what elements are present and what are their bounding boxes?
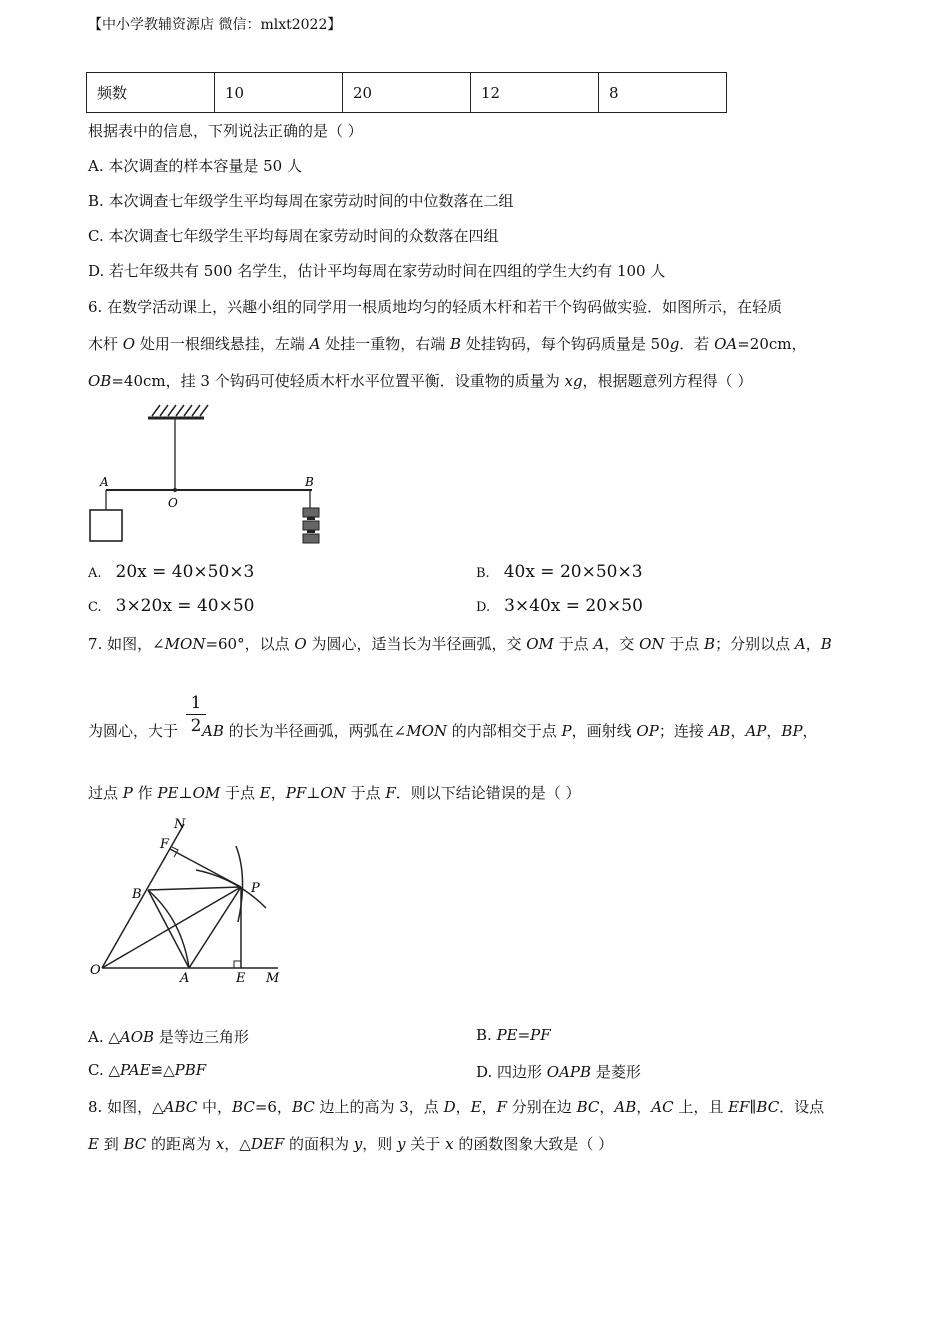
segment-ap: [189, 887, 241, 968]
right-angle-e: [234, 961, 241, 968]
table-cell: 8: [599, 73, 727, 113]
q7-line2: 为圆心，大于 AB 的长为半径画弧，两弧在∠MON 的内部相交于点 P，画射线 OP；连接 AB，AP，BP，: [88, 722, 818, 740]
label-p: P: [251, 881, 260, 896]
pivot-point: [173, 488, 177, 492]
table-cell: 频数: [87, 73, 215, 113]
fraction-denominator: 2: [190, 716, 202, 736]
q6-option-c: C. 3×20x = 40×50: [88, 596, 255, 616]
ray-on: [102, 824, 184, 968]
q5-option-c: C. 本次调查七年级学生平均每周在家劳动时间的众数落在四组: [88, 227, 499, 245]
label-o: O: [168, 496, 178, 510]
q7-option-a: A. △AOB 是等边三角形: [88, 1028, 249, 1046]
page-header: 【中小学教辅资源店 微信：mlxt2022】: [88, 17, 342, 33]
ray-op: [102, 887, 241, 968]
angle-bisector-figure: [86, 812, 296, 992]
q5-option-b: B. 本次调查七年级学生平均每周在家劳动时间的中位数落在二组: [88, 192, 514, 210]
q7-option-d: D. 四边形 OAPB 是菱形: [476, 1063, 641, 1081]
q6-option-b: B. 40x = 20×50×3: [476, 562, 643, 582]
q5-stem: 根据表中的信息，下列说法正确的是（ ）: [88, 122, 363, 140]
table-cell: 12: [471, 73, 599, 113]
q6-line1: 6. 在数学活动课上，兴趣小组的同学用一根质地均匀的轻质木杆和若干个钩码做实验．如图所示，在轻质: [88, 298, 783, 316]
label-f: F: [160, 837, 170, 852]
label-m: M: [266, 971, 280, 986]
hook-weights: [303, 508, 319, 543]
q6-line2: 木杆 O 处用一根细线悬挂，左端 A 处挂一重物，右端 B 处挂钩码，每个钩码质量是 50g．若 OA=20cm，: [88, 335, 807, 353]
table-cell: 20: [343, 73, 471, 113]
label-a: A: [100, 475, 109, 489]
lever-figure: [84, 400, 334, 552]
q7-option-b: B. PE=PF: [476, 1026, 551, 1044]
label-n: N: [174, 817, 186, 832]
label-o: O: [90, 963, 101, 978]
q6-line3: OB=40cm，挂 3 个钩码可使轻质木杆水平位置平衡．设重物的质量为 xg，根据题意列方程得（ ）: [88, 372, 753, 390]
frequency-table: [86, 72, 727, 113]
label-b: B: [305, 475, 314, 489]
segment-bp: [148, 887, 241, 890]
q6-option-d: D. 3×40x = 20×50: [476, 596, 643, 616]
segment-ab: [148, 890, 189, 968]
label-e: E: [236, 971, 246, 986]
label-a: A: [180, 971, 190, 986]
q8-line2: E 到 BC 的距离为 x，△DEF 的面积为 y，则 y 关于 x 的函数图象大致是（ ）: [88, 1135, 614, 1153]
q5-option-d: D. 若七年级共有 500 名学生，估计平均每周在家劳动时间在四组的学生大约有 100 人: [88, 262, 666, 280]
q6-option-a: A. 20x = 40×50×3: [88, 562, 255, 582]
table-cell: 10: [215, 73, 343, 113]
label-b: B: [132, 887, 142, 902]
weight-box: [90, 510, 122, 541]
q7-line3: 过点 P 作 PE⊥OM 于点 E，PF⊥ON 于点 F．则以下结论错误的是（ ）: [88, 784, 581, 802]
q7-option-c: C. △PAE≌△PBF: [88, 1061, 207, 1079]
table-row: [87, 73, 727, 113]
ceiling-hatch: [148, 405, 208, 418]
q5-option-a: A. 本次调查的样本容量是 50 人: [88, 157, 302, 175]
q7-line1: 7. 如图，∠MON=60°，以点 O 为圆心，适当长为半径画弧，交 OM 于点 A，交 ON 于点 B；分别以点 A，B: [88, 635, 832, 653]
q8-line1: 8. 如图，△ABC 中，BC=6，BC 边上的高为 3，点 D，E，F 分别在边 BC，AB，AC 上，且 EF∥BC．设点: [88, 1098, 825, 1116]
fraction-numerator: 1: [190, 693, 202, 713]
